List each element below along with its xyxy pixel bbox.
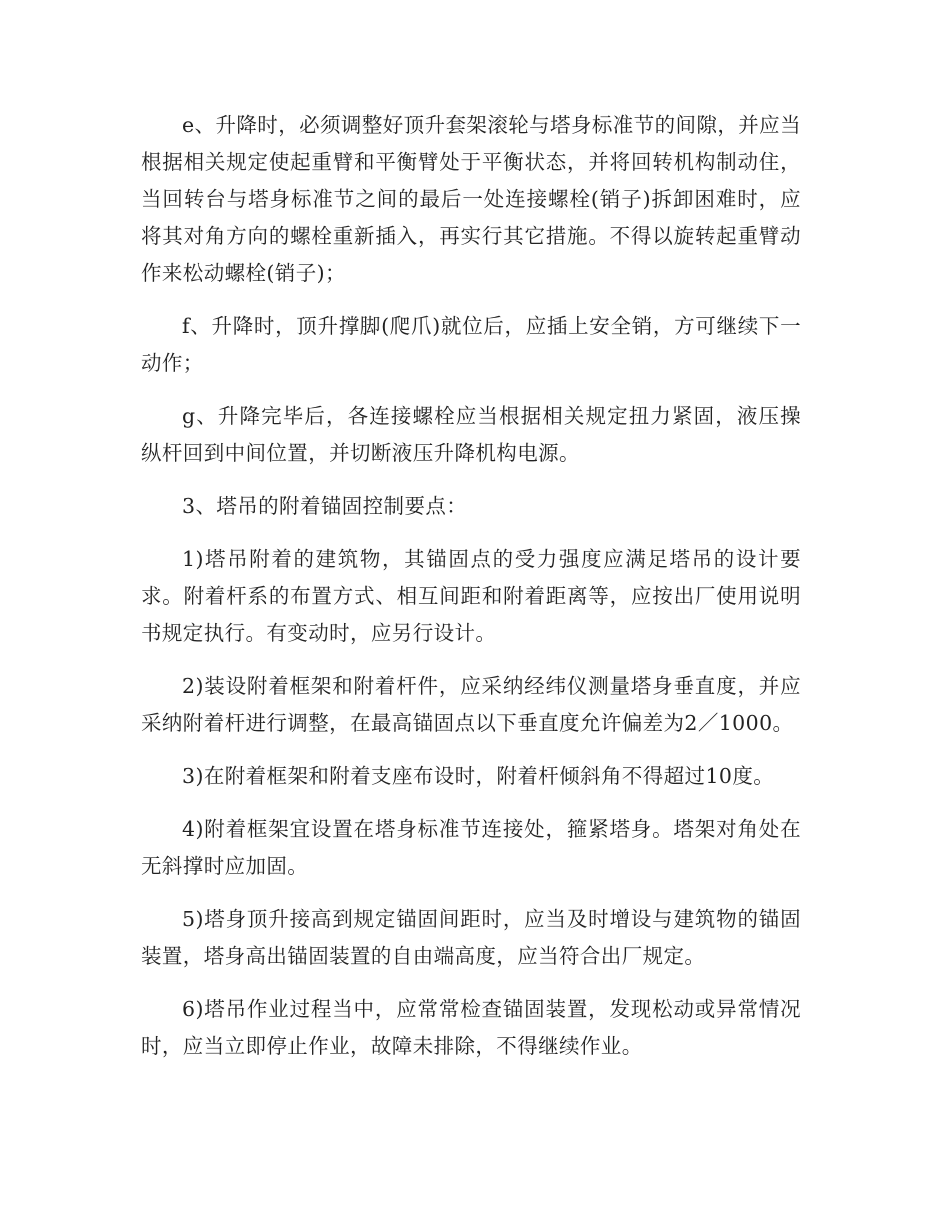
paragraph-anchoring-2: 2)装设附着框架和附着杆件，应采纳经纬仪测量塔身垂直度，并应采纳附着杆进行调整，在最高锚固点以下垂直度允许偏差为2／1000。 [141,674,801,735]
paragraph-f-climbing-claw: f、升降时，顶升撑脚(爬爪)就位后，应插上安全销，方可继续下一动作； [141,314,801,375]
paragraph-anchoring-6: 6)塔吊作业过程当中，应常常检查锚固装置，发现松动或异常情况时，应当立即停止作业，故障未排除，不得继续作业。 [141,997,801,1058]
paragraph-anchoring-3: 3)在附着框架和附着支座布设时，附着杆倾斜角不得超过10度。 [182,764,775,788]
paragraph-g-after-lifting: g、升降完毕后，各连接螺栓应当根据相关规定扭力紧固，液压操纵杆回到中间位置，并切断液压升降机构电源。 [141,404,801,465]
paragraph-anchoring-5: 5)塔身顶升接高到规定锚固间距时，应当及时增设与建筑物的锚固装置，塔身高出锚固装置的自由端高度，应当符合出厂规定。 [141,907,801,968]
section-heading-anchoring: 3、塔吊的附着锚固控制要点： [182,494,468,518]
paragraph-e-lifting-adjustment: e、升降时，必须调整好顶升套架滚轮与塔身标准节的间隙，并应当根据相关规定使起重臂和平衡臂处于平衡状态，并将回转机构制动住，当回转台与塔身标准节之间的最后一处连接螺栓(销子)拆卸困难时，应将其对角方向的螺栓重新插入，再实行其它措施。不得以旋转起重臂动作来松动螺栓(销子)； [141,113,801,285]
document-body [141,107,801,1081]
paragraph-anchoring-1: 1)塔吊附着的建筑物，其锚固点的受力强度应满足塔吊的设计要求。附着杆系的布置方式、相互间距和附着距离等，应按出厂使用说明书规定执行。有变动时，应另行设计。 [141,547,801,645]
paragraph-anchoring-4: 4)附着框架宜设置在塔身标准节连接处，箍紧塔身。塔架对角处在无斜撑时应加固。 [141,817,801,878]
